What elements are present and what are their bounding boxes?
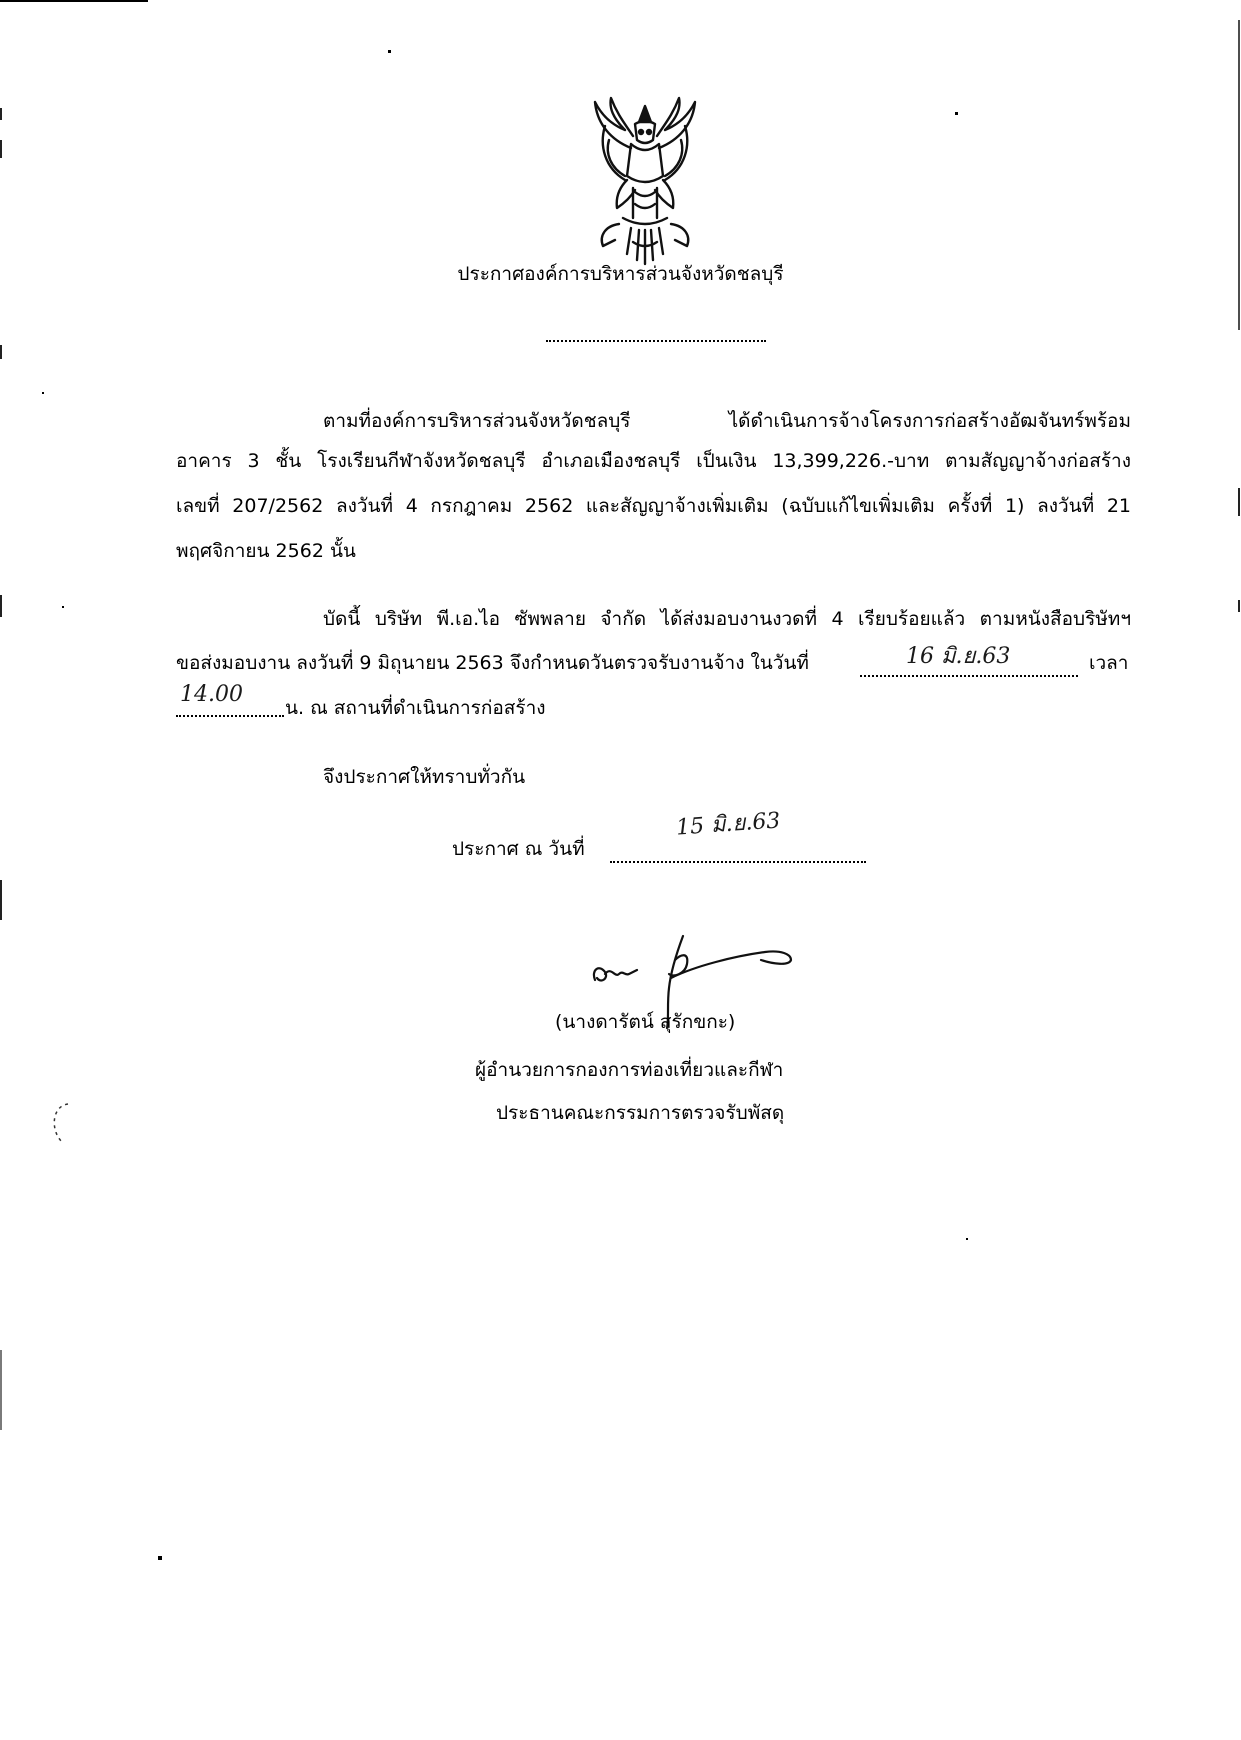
scan-edge-mark [0,108,2,120]
scan-edge-mark [1238,488,1240,516]
paragraph2-line2-suffix: เวลา [1089,652,1129,674]
scan-edge-mark [0,880,2,920]
dust-speck [966,1238,968,1240]
punch-hole-mark [44,1100,84,1148]
announce-date-blank [610,843,866,863]
paragraph1-line2: อาคาร 3 ชั้น โรงเรียนกีฬาจังหวัดชลบุรี อำเภอเมืองชลบุรี เป็นเงิน 13,399,226.-บาท ตามสัญญาจ้างก่อสร้าง [176,450,1131,472]
title-underline-dots [546,336,766,342]
dust-speck [62,606,64,608]
paragraph1-line1: ตามที่องค์การบริหารส่วนจังหวัดชลบุรี ได้ดำเนินการจ้างโครงการก่อสร้างอัฒจันทร์พร้อม [323,410,1131,432]
paragraph1-line3: เลขที่ 207/2562 ลงวันที่ 4 กรกฎาคม 2562 และสัญญาจ้างเพิ่มเติม (ฉบับแก้ไขเพิ่มเติม ครั้งที่ 1) ลงวันที่ 21 [176,495,1131,517]
dust-speck [42,392,44,394]
garuda-emblem-icon [575,96,715,271]
handwritten-inspection-date: 16 มิ.ย.63 [906,644,1011,669]
scan-edge-mark [0,140,2,158]
dust-speck [158,1556,162,1560]
scan-edge-mark [0,595,2,617]
signatory-name: (นางดารัตน์ สุรักขกะ) [555,1011,736,1033]
dated-label: ประกาศ ณ วันที่ [452,838,585,860]
scan-edge-mark [1238,600,1240,612]
scan-top-line [0,0,148,2]
paragraph2-line3-suffix: น. ณ สถานที่ดำเนินการก่อสร้าง [285,697,546,719]
handwritten-inspection-time: 14.00 [180,682,243,707]
dust-speck [955,112,958,115]
handwritten-announce-date: 15 มิ.ย.63 [675,808,782,841]
document-title: ประกาศองค์การบริหารส่วนจังหวัดชลบุรี [457,263,784,285]
scan-edge-mark [0,345,2,359]
signatory-position-1: ผู้อำนวยการกองการท่องเที่ยวและกีฬา [475,1059,784,1081]
scan-edge-mark [0,1350,2,1430]
announcement-text: จึงประกาศให้ทราบทั่วกัน [323,766,526,788]
signatory-position-2: ประธานคณะกรรมการตรวจรับพัสดุ [496,1102,785,1124]
dust-speck [388,50,391,53]
paragraph1-line4: พฤศจิกายน 2562 นั้น [176,540,356,562]
paragraph2-line2-prefix: ขอส่งมอบงาน ลงวันที่ 9 มิถุนายน 2563 จึงกำหนดวันตรวจรับงานจ้าง ในวันที่ [176,652,809,674]
paragraph2-line1: บัดนี้ บริษัท พี.เอ.ไอ ซัพพลาย จำกัด ได้ส่งมอบงานงวดที่ 4 เรียบร้อยแล้ว ตามหนังสือบริษัทฯ [323,608,1131,630]
